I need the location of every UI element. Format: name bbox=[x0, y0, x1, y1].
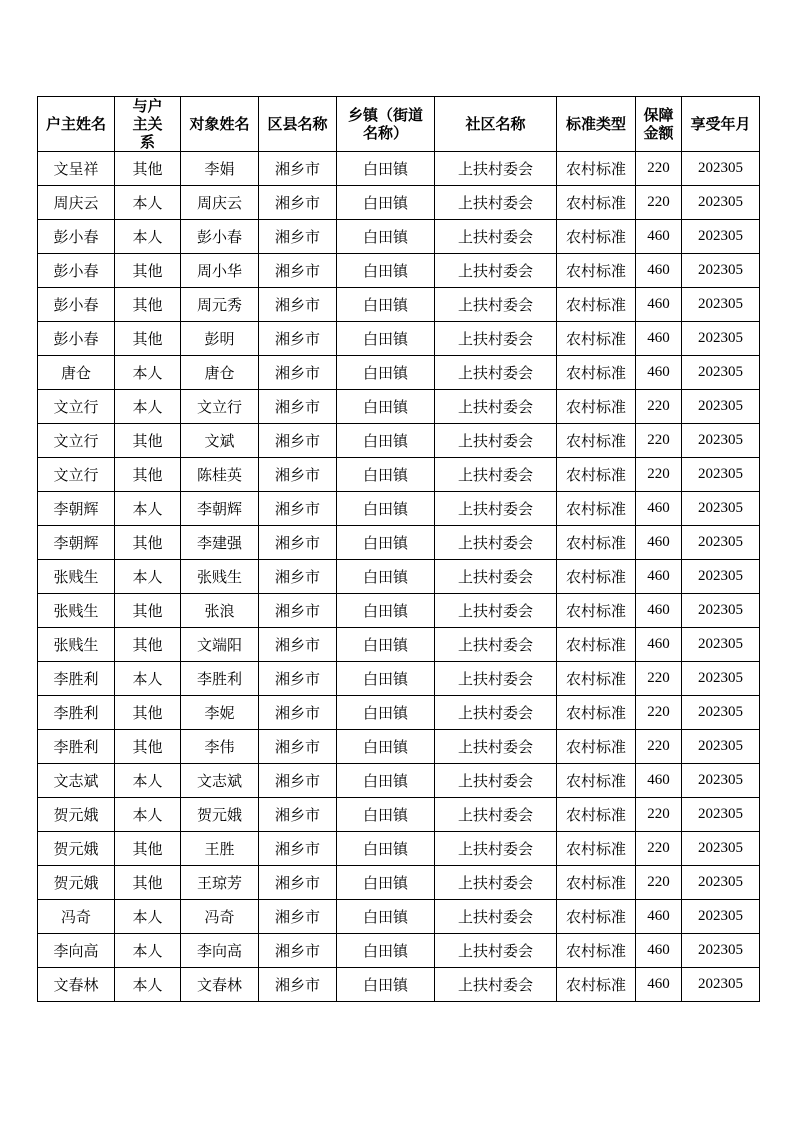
town-cell: 白田镇 bbox=[337, 696, 435, 730]
town-cell: 白田镇 bbox=[337, 866, 435, 900]
householder-name-cell: 李朝辉 bbox=[38, 526, 115, 560]
standard-type-cell: 农村标准 bbox=[557, 900, 636, 934]
header-householder-name: 户主姓名 bbox=[38, 97, 115, 152]
header-benefit-amount: 保障金额 bbox=[636, 97, 682, 152]
standard-type-cell: 农村标准 bbox=[557, 968, 636, 1002]
month-cell: 202305 bbox=[682, 798, 760, 832]
householder-name-cell: 唐仓 bbox=[38, 356, 115, 390]
standard-type-cell: 农村标准 bbox=[557, 560, 636, 594]
county-cell: 湘乡市 bbox=[259, 288, 337, 322]
amount-cell: 460 bbox=[636, 560, 682, 594]
table-row bbox=[38, 390, 760, 424]
county-cell: 湘乡市 bbox=[259, 696, 337, 730]
householder-name-cell: 文立行 bbox=[38, 390, 115, 424]
relation-cell: 本人 bbox=[115, 662, 181, 696]
town-cell: 白田镇 bbox=[337, 152, 435, 186]
householder-name-cell: 彭小春 bbox=[38, 254, 115, 288]
amount-cell: 460 bbox=[636, 968, 682, 1002]
householder-name-cell: 文春林 bbox=[38, 968, 115, 1002]
table-row bbox=[38, 288, 760, 322]
community-cell: 上扶村委会 bbox=[435, 390, 557, 424]
header-town-name: 乡镇（街道名称） bbox=[337, 97, 435, 152]
community-cell: 上扶村委会 bbox=[435, 764, 557, 798]
standard-type-cell: 农村标准 bbox=[557, 526, 636, 560]
county-cell: 湘乡市 bbox=[259, 220, 337, 254]
standard-type-cell: 农村标准 bbox=[557, 356, 636, 390]
community-cell: 上扶村委会 bbox=[435, 220, 557, 254]
standard-type-cell: 农村标准 bbox=[557, 730, 636, 764]
standard-type-cell: 农村标准 bbox=[557, 254, 636, 288]
householder-name-cell: 张贱生 bbox=[38, 560, 115, 594]
month-cell: 202305 bbox=[682, 288, 760, 322]
month-cell: 202305 bbox=[682, 390, 760, 424]
county-cell: 湘乡市 bbox=[259, 968, 337, 1002]
county-cell: 湘乡市 bbox=[259, 934, 337, 968]
month-cell: 202305 bbox=[682, 152, 760, 186]
month-cell: 202305 bbox=[682, 696, 760, 730]
table-header bbox=[38, 97, 760, 152]
recipient-name-cell: 李伟 bbox=[181, 730, 259, 764]
header-row bbox=[38, 97, 760, 152]
town-cell: 白田镇 bbox=[337, 424, 435, 458]
month-cell: 202305 bbox=[682, 764, 760, 798]
month-cell: 202305 bbox=[682, 492, 760, 526]
month-cell: 202305 bbox=[682, 526, 760, 560]
recipient-name-cell: 李娟 bbox=[181, 152, 259, 186]
table-body bbox=[38, 152, 760, 1002]
relation-cell: 其他 bbox=[115, 730, 181, 764]
month-cell: 202305 bbox=[682, 662, 760, 696]
county-cell: 湘乡市 bbox=[259, 356, 337, 390]
amount-cell: 460 bbox=[636, 594, 682, 628]
amount-cell: 460 bbox=[636, 288, 682, 322]
header-community-name: 社区名称 bbox=[435, 97, 557, 152]
community-cell: 上扶村委会 bbox=[435, 560, 557, 594]
community-cell: 上扶村委会 bbox=[435, 152, 557, 186]
header-standard-type: 标准类型 bbox=[557, 97, 636, 152]
table-row bbox=[38, 764, 760, 798]
community-cell: 上扶村委会 bbox=[435, 900, 557, 934]
table-row bbox=[38, 458, 760, 492]
relation-cell: 其他 bbox=[115, 458, 181, 492]
town-cell: 白田镇 bbox=[337, 628, 435, 662]
standard-type-cell: 农村标准 bbox=[557, 832, 636, 866]
standard-type-cell: 农村标准 bbox=[557, 220, 636, 254]
county-cell: 湘乡市 bbox=[259, 186, 337, 220]
amount-cell: 220 bbox=[636, 424, 682, 458]
county-cell: 湘乡市 bbox=[259, 526, 337, 560]
amount-cell: 460 bbox=[636, 492, 682, 526]
standard-type-cell: 农村标准 bbox=[557, 628, 636, 662]
header-county-name: 区县名称 bbox=[259, 97, 337, 152]
county-cell: 湘乡市 bbox=[259, 628, 337, 662]
community-cell: 上扶村委会 bbox=[435, 526, 557, 560]
relation-cell: 本人 bbox=[115, 390, 181, 424]
recipient-name-cell: 文志斌 bbox=[181, 764, 259, 798]
month-cell: 202305 bbox=[682, 900, 760, 934]
householder-name-cell: 文立行 bbox=[38, 424, 115, 458]
town-cell: 白田镇 bbox=[337, 254, 435, 288]
householder-name-cell: 李向高 bbox=[38, 934, 115, 968]
town-cell: 白田镇 bbox=[337, 322, 435, 356]
community-cell: 上扶村委会 bbox=[435, 832, 557, 866]
householder-name-cell: 贺元娥 bbox=[38, 866, 115, 900]
community-cell: 上扶村委会 bbox=[435, 492, 557, 526]
householder-name-cell: 冯奇 bbox=[38, 900, 115, 934]
relation-cell: 本人 bbox=[115, 900, 181, 934]
table-row bbox=[38, 322, 760, 356]
month-cell: 202305 bbox=[682, 254, 760, 288]
recipient-name-cell: 王胜 bbox=[181, 832, 259, 866]
month-cell: 202305 bbox=[682, 832, 760, 866]
recipient-name-cell: 李向高 bbox=[181, 934, 259, 968]
county-cell: 湘乡市 bbox=[259, 322, 337, 356]
community-cell: 上扶村委会 bbox=[435, 254, 557, 288]
householder-name-cell: 彭小春 bbox=[38, 288, 115, 322]
month-cell: 202305 bbox=[682, 220, 760, 254]
relation-cell: 其他 bbox=[115, 594, 181, 628]
town-cell: 白田镇 bbox=[337, 458, 435, 492]
amount-cell: 460 bbox=[636, 934, 682, 968]
recipient-name-cell: 文春林 bbox=[181, 968, 259, 1002]
relation-cell: 本人 bbox=[115, 560, 181, 594]
recipient-name-cell: 冯奇 bbox=[181, 900, 259, 934]
county-cell: 湘乡市 bbox=[259, 594, 337, 628]
town-cell: 白田镇 bbox=[337, 934, 435, 968]
relation-cell: 其他 bbox=[115, 696, 181, 730]
householder-name-cell: 文志斌 bbox=[38, 764, 115, 798]
community-cell: 上扶村委会 bbox=[435, 628, 557, 662]
town-cell: 白田镇 bbox=[337, 288, 435, 322]
table-row bbox=[38, 594, 760, 628]
recipient-name-cell: 陈桂英 bbox=[181, 458, 259, 492]
town-cell: 白田镇 bbox=[337, 220, 435, 254]
table-row bbox=[38, 254, 760, 288]
header-relation-to-householder: 与户主关系 bbox=[115, 97, 181, 152]
standard-type-cell: 农村标准 bbox=[557, 866, 636, 900]
amount-cell: 460 bbox=[636, 220, 682, 254]
householder-name-cell: 周庆云 bbox=[38, 186, 115, 220]
standard-type-cell: 农村标准 bbox=[557, 696, 636, 730]
recipient-name-cell: 彭明 bbox=[181, 322, 259, 356]
recipient-name-cell: 周庆云 bbox=[181, 186, 259, 220]
relation-cell: 其他 bbox=[115, 628, 181, 662]
county-cell: 湘乡市 bbox=[259, 492, 337, 526]
recipient-name-cell: 文端阳 bbox=[181, 628, 259, 662]
standard-type-cell: 农村标准 bbox=[557, 390, 636, 424]
community-cell: 上扶村委会 bbox=[435, 186, 557, 220]
table-row bbox=[38, 424, 760, 458]
month-cell: 202305 bbox=[682, 322, 760, 356]
assistance-list-table bbox=[37, 96, 760, 1002]
month-cell: 202305 bbox=[682, 934, 760, 968]
month-cell: 202305 bbox=[682, 186, 760, 220]
householder-name-cell: 文立行 bbox=[38, 458, 115, 492]
community-cell: 上扶村委会 bbox=[435, 458, 557, 492]
town-cell: 白田镇 bbox=[337, 492, 435, 526]
town-cell: 白田镇 bbox=[337, 798, 435, 832]
householder-name-cell: 彭小春 bbox=[38, 322, 115, 356]
relation-cell: 本人 bbox=[115, 186, 181, 220]
month-cell: 202305 bbox=[682, 424, 760, 458]
town-cell: 白田镇 bbox=[337, 730, 435, 764]
standard-type-cell: 农村标准 bbox=[557, 152, 636, 186]
table-row bbox=[38, 696, 760, 730]
householder-name-cell: 文呈祥 bbox=[38, 152, 115, 186]
standard-type-cell: 农村标准 bbox=[557, 934, 636, 968]
relation-cell: 本人 bbox=[115, 764, 181, 798]
recipient-name-cell: 李建强 bbox=[181, 526, 259, 560]
recipient-name-cell: 唐仓 bbox=[181, 356, 259, 390]
town-cell: 白田镇 bbox=[337, 356, 435, 390]
community-cell: 上扶村委会 bbox=[435, 356, 557, 390]
month-cell: 202305 bbox=[682, 730, 760, 764]
community-cell: 上扶村委会 bbox=[435, 424, 557, 458]
table-row bbox=[38, 186, 760, 220]
relation-cell: 本人 bbox=[115, 968, 181, 1002]
table-row bbox=[38, 220, 760, 254]
table-row bbox=[38, 526, 760, 560]
relation-cell: 其他 bbox=[115, 526, 181, 560]
town-cell: 白田镇 bbox=[337, 526, 435, 560]
table-row bbox=[38, 832, 760, 866]
table-row bbox=[38, 560, 760, 594]
town-cell: 白田镇 bbox=[337, 832, 435, 866]
community-cell: 上扶村委会 bbox=[435, 934, 557, 968]
town-cell: 白田镇 bbox=[337, 968, 435, 1002]
recipient-name-cell: 周小华 bbox=[181, 254, 259, 288]
community-cell: 上扶村委会 bbox=[435, 288, 557, 322]
standard-type-cell: 农村标准 bbox=[557, 288, 636, 322]
relation-cell: 其他 bbox=[115, 254, 181, 288]
amount-cell: 460 bbox=[636, 628, 682, 662]
county-cell: 湘乡市 bbox=[259, 900, 337, 934]
table-row bbox=[38, 356, 760, 390]
town-cell: 白田镇 bbox=[337, 560, 435, 594]
householder-name-cell: 李胜利 bbox=[38, 696, 115, 730]
month-cell: 202305 bbox=[682, 560, 760, 594]
relation-cell: 本人 bbox=[115, 220, 181, 254]
community-cell: 上扶村委会 bbox=[435, 594, 557, 628]
relation-cell: 其他 bbox=[115, 424, 181, 458]
relation-cell: 本人 bbox=[115, 934, 181, 968]
householder-name-cell: 李朝辉 bbox=[38, 492, 115, 526]
community-cell: 上扶村委会 bbox=[435, 662, 557, 696]
amount-cell: 220 bbox=[636, 390, 682, 424]
county-cell: 湘乡市 bbox=[259, 764, 337, 798]
table-row bbox=[38, 730, 760, 764]
amount-cell: 220 bbox=[636, 730, 682, 764]
table-row bbox=[38, 152, 760, 186]
recipient-name-cell: 彭小春 bbox=[181, 220, 259, 254]
recipient-name-cell: 张贱生 bbox=[181, 560, 259, 594]
table-row bbox=[38, 798, 760, 832]
recipient-name-cell: 李胜利 bbox=[181, 662, 259, 696]
amount-cell: 220 bbox=[636, 662, 682, 696]
standard-type-cell: 农村标准 bbox=[557, 798, 636, 832]
amount-cell: 220 bbox=[636, 696, 682, 730]
amount-cell: 460 bbox=[636, 254, 682, 288]
standard-type-cell: 农村标准 bbox=[557, 458, 636, 492]
county-cell: 湘乡市 bbox=[259, 424, 337, 458]
town-cell: 白田镇 bbox=[337, 900, 435, 934]
householder-name-cell: 李胜利 bbox=[38, 730, 115, 764]
month-cell: 202305 bbox=[682, 968, 760, 1002]
amount-cell: 460 bbox=[636, 764, 682, 798]
month-cell: 202305 bbox=[682, 594, 760, 628]
county-cell: 湘乡市 bbox=[259, 152, 337, 186]
householder-name-cell: 贺元娥 bbox=[38, 832, 115, 866]
recipient-name-cell: 贺元娥 bbox=[181, 798, 259, 832]
amount-cell: 220 bbox=[636, 798, 682, 832]
county-cell: 湘乡市 bbox=[259, 458, 337, 492]
amount-cell: 220 bbox=[636, 866, 682, 900]
table-row bbox=[38, 900, 760, 934]
county-cell: 湘乡市 bbox=[259, 560, 337, 594]
relation-cell: 其他 bbox=[115, 322, 181, 356]
relation-cell: 其他 bbox=[115, 866, 181, 900]
householder-name-cell: 彭小春 bbox=[38, 220, 115, 254]
relation-cell: 本人 bbox=[115, 492, 181, 526]
county-cell: 湘乡市 bbox=[259, 866, 337, 900]
householder-name-cell: 张贱生 bbox=[38, 628, 115, 662]
standard-type-cell: 农村标准 bbox=[557, 662, 636, 696]
householder-name-cell: 贺元娥 bbox=[38, 798, 115, 832]
town-cell: 白田镇 bbox=[337, 186, 435, 220]
table-row bbox=[38, 968, 760, 1002]
county-cell: 湘乡市 bbox=[259, 662, 337, 696]
amount-cell: 220 bbox=[636, 832, 682, 866]
county-cell: 湘乡市 bbox=[259, 254, 337, 288]
community-cell: 上扶村委会 bbox=[435, 968, 557, 1002]
recipient-name-cell: 文立行 bbox=[181, 390, 259, 424]
community-cell: 上扶村委会 bbox=[435, 696, 557, 730]
community-cell: 上扶村委会 bbox=[435, 866, 557, 900]
community-cell: 上扶村委会 bbox=[435, 730, 557, 764]
recipient-name-cell: 李朝辉 bbox=[181, 492, 259, 526]
relation-cell: 其他 bbox=[115, 288, 181, 322]
recipient-name-cell: 文斌 bbox=[181, 424, 259, 458]
community-cell: 上扶村委会 bbox=[435, 798, 557, 832]
standard-type-cell: 农村标准 bbox=[557, 594, 636, 628]
recipient-name-cell: 张浪 bbox=[181, 594, 259, 628]
table-row bbox=[38, 866, 760, 900]
county-cell: 湘乡市 bbox=[259, 798, 337, 832]
relation-cell: 其他 bbox=[115, 152, 181, 186]
relation-cell: 本人 bbox=[115, 356, 181, 390]
town-cell: 白田镇 bbox=[337, 662, 435, 696]
month-cell: 202305 bbox=[682, 356, 760, 390]
amount-cell: 220 bbox=[636, 458, 682, 492]
county-cell: 湘乡市 bbox=[259, 730, 337, 764]
table-row bbox=[38, 628, 760, 662]
town-cell: 白田镇 bbox=[337, 390, 435, 424]
table-row bbox=[38, 934, 760, 968]
relation-cell: 其他 bbox=[115, 832, 181, 866]
community-cell: 上扶村委会 bbox=[435, 322, 557, 356]
amount-cell: 220 bbox=[636, 152, 682, 186]
amount-cell: 460 bbox=[636, 322, 682, 356]
recipient-name-cell: 王琼芳 bbox=[181, 866, 259, 900]
table-row bbox=[38, 492, 760, 526]
amount-cell: 460 bbox=[636, 900, 682, 934]
householder-name-cell: 李胜利 bbox=[38, 662, 115, 696]
standard-type-cell: 农村标准 bbox=[557, 424, 636, 458]
amount-cell: 460 bbox=[636, 526, 682, 560]
month-cell: 202305 bbox=[682, 866, 760, 900]
month-cell: 202305 bbox=[682, 628, 760, 662]
relation-cell: 本人 bbox=[115, 798, 181, 832]
householder-name-cell: 张贱生 bbox=[38, 594, 115, 628]
standard-type-cell: 农村标准 bbox=[557, 322, 636, 356]
month-cell: 202305 bbox=[682, 458, 760, 492]
standard-type-cell: 农村标准 bbox=[557, 764, 636, 798]
header-recipient-name: 对象姓名 bbox=[181, 97, 259, 152]
header-benefit-month: 享受年月 bbox=[682, 97, 760, 152]
recipient-name-cell: 周元秀 bbox=[181, 288, 259, 322]
standard-type-cell: 农村标准 bbox=[557, 186, 636, 220]
standard-type-cell: 农村标准 bbox=[557, 492, 636, 526]
amount-cell: 220 bbox=[636, 186, 682, 220]
recipient-name-cell: 李妮 bbox=[181, 696, 259, 730]
town-cell: 白田镇 bbox=[337, 594, 435, 628]
county-cell: 湘乡市 bbox=[259, 832, 337, 866]
amount-cell: 460 bbox=[636, 356, 682, 390]
table-row bbox=[38, 662, 760, 696]
county-cell: 湘乡市 bbox=[259, 390, 337, 424]
town-cell: 白田镇 bbox=[337, 764, 435, 798]
